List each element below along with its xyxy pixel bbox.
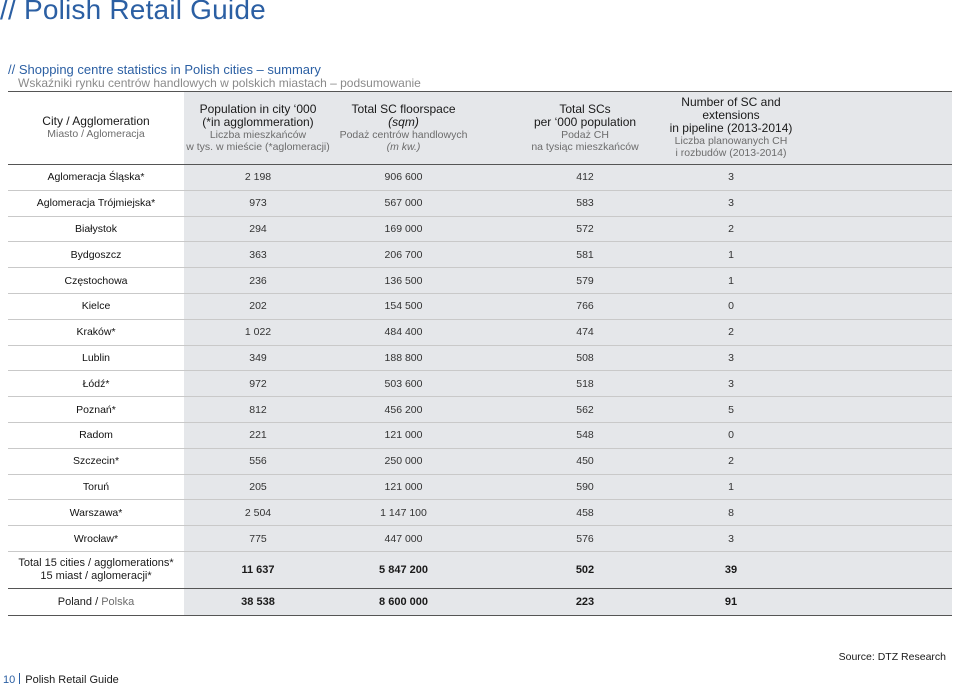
table-row bbox=[8, 293, 952, 319]
header-per-pop-pl2: na tysiąc mieszkańców bbox=[531, 140, 639, 153]
right-spacer-cell bbox=[804, 242, 952, 268]
city-cell: Szczecin* bbox=[72, 455, 120, 468]
city-cell: Aglomeracja Śląska* bbox=[47, 171, 145, 184]
header-per-pop-en1: Total SCs bbox=[559, 101, 611, 116]
total-label-en: Total 15 cities / agglomerations* bbox=[18, 556, 174, 569]
right-spacer-cell bbox=[804, 448, 952, 474]
header-population-en2: (*in agglommeration) bbox=[202, 114, 314, 129]
per-pop-cell: 412 bbox=[512, 165, 658, 191]
per-pop-cell: 474 bbox=[512, 319, 658, 345]
right-spacer-cell bbox=[804, 371, 952, 397]
right-spacer-cell bbox=[804, 526, 952, 552]
floorspace-cell: 136 500 bbox=[332, 268, 475, 294]
spacer-cell bbox=[475, 293, 512, 319]
table-row bbox=[8, 397, 952, 423]
spacer-cell bbox=[475, 319, 512, 345]
total-floorspace: 5 847 200 bbox=[332, 551, 475, 588]
pipeline-cell: 2 bbox=[658, 319, 804, 345]
header-spacer bbox=[475, 92, 512, 165]
pipeline-cell: 5 bbox=[658, 397, 804, 423]
right-spacer-cell bbox=[804, 216, 952, 242]
right-spacer-cell bbox=[804, 345, 952, 371]
city-cell: Łódź* bbox=[82, 377, 110, 390]
section-subtitle: Wskaźniki rynku centrów handlowych w polskich miastach – podsumowanie bbox=[18, 76, 421, 90]
table-row bbox=[8, 371, 952, 397]
spacer-cell bbox=[475, 371, 512, 397]
right-spacer-cell bbox=[804, 165, 952, 191]
right-spacer-cell bbox=[804, 268, 952, 294]
population-cell: 972 bbox=[184, 371, 332, 397]
city-cell: Białystok bbox=[74, 222, 117, 235]
table-row bbox=[8, 422, 952, 448]
spacer-cell bbox=[475, 165, 512, 191]
city-cell: Toruń bbox=[82, 480, 110, 493]
population-cell: 236 bbox=[184, 268, 332, 294]
header-pipeline bbox=[658, 92, 804, 165]
per-pop-cell: 581 bbox=[512, 242, 658, 268]
poland-right-spacer bbox=[804, 588, 952, 615]
pipeline-cell: 1 bbox=[658, 268, 804, 294]
spacer-cell bbox=[475, 500, 512, 526]
spacer-cell bbox=[475, 190, 512, 216]
header-floorspace bbox=[332, 92, 475, 165]
right-spacer-cell bbox=[804, 397, 952, 423]
page-number: 10 bbox=[3, 674, 16, 686]
header-per-pop-pl1: Podaż CH bbox=[561, 128, 609, 141]
pipeline-cell: 3 bbox=[658, 190, 804, 216]
header-city bbox=[8, 92, 184, 165]
spacer-cell bbox=[475, 216, 512, 242]
spacer-cell bbox=[475, 397, 512, 423]
spacer-cell bbox=[475, 268, 512, 294]
right-spacer-cell bbox=[804, 319, 952, 345]
header-per-pop-en2: per ‘000 population bbox=[533, 114, 637, 129]
floorspace-cell: 121 000 bbox=[332, 422, 475, 448]
population-cell: 812 bbox=[184, 397, 332, 423]
header-per-pop bbox=[512, 92, 658, 165]
population-cell: 205 bbox=[184, 474, 332, 500]
total-city-cell bbox=[8, 551, 184, 588]
table-row bbox=[8, 216, 952, 242]
header-floorspace-en2: (sqm) bbox=[388, 114, 419, 129]
floorspace-cell: 121 000 bbox=[332, 474, 475, 500]
per-pop-cell: 518 bbox=[512, 371, 658, 397]
floorspace-cell: 503 600 bbox=[332, 371, 475, 397]
per-pop-cell: 562 bbox=[512, 397, 658, 423]
poland-label-sep: / bbox=[92, 595, 102, 608]
pipeline-cell: 2 bbox=[658, 216, 804, 242]
per-pop-cell: 508 bbox=[512, 345, 658, 371]
table-row bbox=[8, 190, 952, 216]
city-cell: Częstochowa bbox=[64, 274, 128, 287]
header-right-spacer bbox=[804, 92, 952, 165]
per-pop-cell: 766 bbox=[512, 293, 658, 319]
table-row bbox=[8, 242, 952, 268]
source-note: Source: DTZ Research bbox=[838, 651, 946, 663]
poland-floorspace: 8 600 000 bbox=[332, 588, 475, 615]
per-pop-cell: 576 bbox=[512, 526, 658, 552]
spacer-cell bbox=[475, 345, 512, 371]
population-cell: 775 bbox=[184, 526, 332, 552]
pipeline-cell: 0 bbox=[658, 422, 804, 448]
header-population-pl2: w tys. w mieście (*aglomeracji) bbox=[186, 140, 330, 153]
header-population bbox=[184, 92, 332, 165]
table-row bbox=[8, 500, 952, 526]
footer-separator bbox=[19, 673, 20, 684]
city-cell: Kielce bbox=[81, 300, 111, 313]
total-row bbox=[8, 551, 952, 588]
city-cell: Warszawa* bbox=[69, 506, 123, 519]
table-row bbox=[8, 448, 952, 474]
city-cell: Wrocław* bbox=[73, 532, 119, 545]
pipeline-cell: 1 bbox=[658, 474, 804, 500]
city-cell: Bydgoszcz bbox=[70, 248, 122, 261]
population-cell: 221 bbox=[184, 422, 332, 448]
floorspace-cell: 447 000 bbox=[332, 526, 475, 552]
header-floorspace-pl1: Podaż centrów handlowych bbox=[339, 128, 468, 141]
poland-population: 38 538 bbox=[184, 588, 332, 615]
header-floorspace-en1: Total SC floorspace bbox=[351, 101, 456, 116]
floorspace-cell: 154 500 bbox=[332, 293, 475, 319]
floorspace-cell: 169 000 bbox=[332, 216, 475, 242]
spacer-cell bbox=[475, 448, 512, 474]
floorspace-cell: 188 800 bbox=[332, 345, 475, 371]
poland-row bbox=[8, 588, 952, 615]
table-row bbox=[8, 526, 952, 552]
spacer-cell bbox=[475, 422, 512, 448]
pipeline-cell: 3 bbox=[658, 526, 804, 552]
poland-spacer bbox=[475, 588, 512, 615]
pipeline-cell: 3 bbox=[658, 165, 804, 191]
total-label-pl: 15 miast / aglomeracji* bbox=[40, 569, 152, 582]
population-cell: 202 bbox=[184, 293, 332, 319]
header-floorspace-pl2: (m kw.) bbox=[386, 140, 421, 153]
city-cell: Radom bbox=[79, 429, 113, 442]
floorspace-cell: 206 700 bbox=[332, 242, 475, 268]
pipeline-cell: 3 bbox=[658, 345, 804, 371]
page-title: // Polish Retail Guide bbox=[0, 0, 266, 25]
floorspace-cell: 906 600 bbox=[332, 165, 475, 191]
total-spacer bbox=[475, 551, 512, 588]
right-spacer-cell bbox=[804, 500, 952, 526]
table-row bbox=[8, 319, 952, 345]
city-cell: Poznań* bbox=[76, 403, 116, 416]
per-pop-cell: 458 bbox=[512, 500, 658, 526]
header-city-en: City / Agglomeration bbox=[42, 114, 150, 128]
table-row bbox=[8, 165, 952, 191]
header-pipeline-en1: Number of SC and extensions bbox=[681, 95, 781, 122]
total-right-spacer bbox=[804, 551, 952, 588]
table-row bbox=[8, 474, 952, 500]
poland-per-pop: 223 bbox=[512, 588, 658, 615]
header-pipeline-pl2: i rozbudów (2013-2014) bbox=[675, 147, 787, 159]
header-population-pl1: Liczba mieszkańców bbox=[209, 128, 307, 141]
header-population-en1: Population in city ‘000 bbox=[199, 101, 317, 116]
header-city-pl: Miasto / Aglomeracja bbox=[47, 128, 145, 140]
spacer-cell bbox=[475, 474, 512, 500]
table-header-row bbox=[8, 92, 952, 165]
per-pop-cell: 579 bbox=[512, 268, 658, 294]
floorspace-cell: 250 000 bbox=[332, 448, 475, 474]
floorspace-cell: 484 400 bbox=[332, 319, 475, 345]
pipeline-cell: 3 bbox=[658, 371, 804, 397]
city-cell: Kraków* bbox=[76, 326, 116, 339]
table-row bbox=[8, 345, 952, 371]
pipeline-cell: 2 bbox=[658, 448, 804, 474]
pipeline-cell: 1 bbox=[658, 242, 804, 268]
floorspace-cell: 1 147 100 bbox=[332, 500, 475, 526]
footer-label: Polish Retail Guide bbox=[25, 674, 119, 686]
per-pop-cell: 583 bbox=[512, 190, 658, 216]
population-cell: 349 bbox=[184, 345, 332, 371]
population-cell: 363 bbox=[184, 242, 332, 268]
city-cell: Aglomeracja Trójmiejska* bbox=[36, 197, 156, 210]
per-pop-cell: 590 bbox=[512, 474, 658, 500]
right-spacer-cell bbox=[804, 190, 952, 216]
header-pipeline-en2: in pipeline (2013-2014) bbox=[669, 121, 793, 135]
per-pop-cell: 450 bbox=[512, 448, 658, 474]
poland-city-cell bbox=[8, 588, 184, 615]
section-title: // Shopping centre statistics in Polish cities – summary bbox=[8, 62, 321, 77]
total-per-pop: 502 bbox=[512, 551, 658, 588]
poland-label-en: Poland bbox=[57, 595, 93, 608]
poland-pipeline: 91 bbox=[658, 588, 804, 615]
pipeline-cell: 8 bbox=[658, 500, 804, 526]
total-population: 11 637 bbox=[184, 551, 332, 588]
spacer-cell bbox=[475, 242, 512, 268]
right-spacer-cell bbox=[804, 293, 952, 319]
floorspace-cell: 456 200 bbox=[332, 397, 475, 423]
poland-label-pl: Polska bbox=[101, 595, 135, 608]
total-pipeline: 39 bbox=[658, 551, 804, 588]
header-pipeline-pl1: Liczba planowanych CH bbox=[674, 135, 788, 147]
table-row bbox=[8, 268, 952, 294]
population-cell: 2 198 bbox=[184, 165, 332, 191]
pipeline-cell: 0 bbox=[658, 293, 804, 319]
population-cell: 973 bbox=[184, 190, 332, 216]
city-cell: Lublin bbox=[81, 351, 111, 364]
floorspace-cell: 567 000 bbox=[332, 190, 475, 216]
right-spacer-cell bbox=[804, 474, 952, 500]
right-spacer-cell bbox=[804, 422, 952, 448]
per-pop-cell: 548 bbox=[512, 422, 658, 448]
population-cell: 1 022 bbox=[184, 319, 332, 345]
per-pop-cell: 572 bbox=[512, 216, 658, 242]
population-cell: 2 504 bbox=[184, 500, 332, 526]
statistics-table bbox=[8, 92, 952, 616]
spacer-cell bbox=[475, 526, 512, 552]
population-cell: 294 bbox=[184, 216, 332, 242]
page-footer bbox=[3, 673, 119, 686]
population-cell: 556 bbox=[184, 448, 332, 474]
